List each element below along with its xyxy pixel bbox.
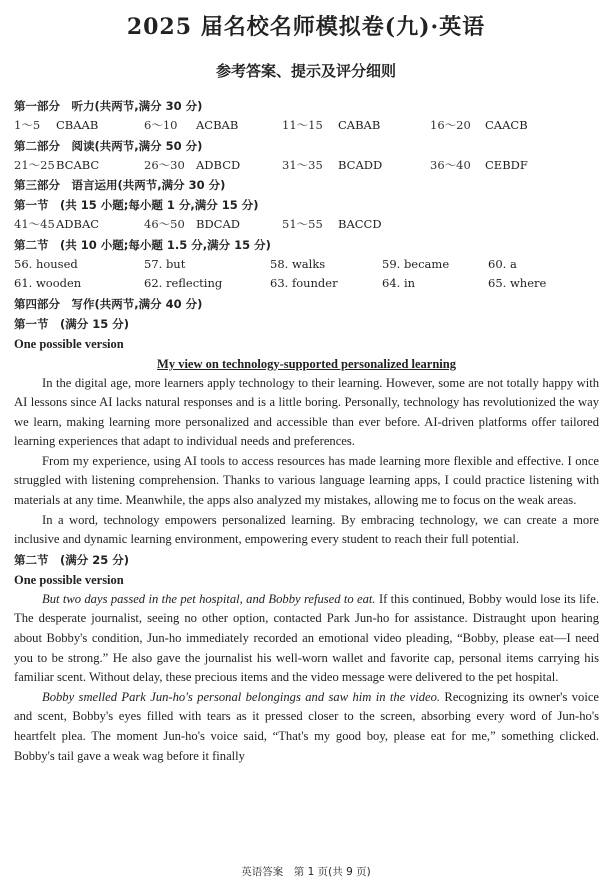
fill-blank-answer: 56. housed bbox=[14, 256, 78, 271]
fill-blank-answer: 60. a bbox=[488, 256, 517, 271]
fill-blank-answer: 57. but bbox=[144, 256, 186, 271]
answer-group: 11～15 CABAB bbox=[282, 118, 381, 132]
fill-blank-answer: 59. became bbox=[382, 256, 450, 271]
part1-answer-row bbox=[14, 116, 599, 136]
page-subtitle: 参考答案、提示及评分细则 bbox=[215, 62, 396, 80]
continuation-paragraph bbox=[14, 688, 599, 766]
part3-section2-heading: 第二节 (共 10 小题;每小题 1.5 分,满分 15 分) bbox=[14, 237, 271, 252]
continuation-paragraph bbox=[14, 590, 599, 688]
answer-group: 36～40 CEBDF bbox=[430, 157, 528, 172]
part3-answer-row bbox=[14, 215, 599, 235]
paragraph-opening: But two days passed in the pet hospital, and Bobby refused to eat. bbox=[42, 591, 376, 606]
fill-blank-answer: 62. reflecting bbox=[144, 276, 223, 290]
part3-heading: 第三部分 语言运用(共两节,满分 30 分) bbox=[14, 178, 226, 192]
fill-blank-row bbox=[14, 255, 599, 275]
fill-blank-answer: 63. founder bbox=[270, 276, 338, 290]
answer-group: 31～35 BCADD bbox=[282, 157, 383, 172]
answer-group: 1～5 CBAAB bbox=[14, 118, 99, 132]
part4-section2-heading: 第二节 (满分 25 分) bbox=[14, 552, 130, 567]
answer-group: 41～45 ADBAC bbox=[14, 217, 100, 231]
answer-group: 46～50 BDCAD bbox=[144, 217, 240, 231]
answer-group: 21～25 BCABC bbox=[14, 157, 100, 172]
part2-answer-row bbox=[14, 156, 599, 176]
page-title: 2025 届名校名师模拟卷(九)·英语 bbox=[126, 14, 486, 40]
fill-blank-answer: 61. wooden bbox=[14, 276, 82, 290]
fill-blank-answer: 65. where bbox=[488, 276, 547, 290]
essay-title: My view on technology-supported personalized learning bbox=[157, 356, 456, 371]
possible-version-label: One possible version bbox=[14, 336, 124, 351]
answer-group: 51～55 BACCD bbox=[282, 217, 382, 231]
part1-heading: 第一部分 听力(共两节,满分 30 分) bbox=[14, 99, 203, 113]
essay-paragraph: In a word, technology empowers personalized learning. By embracing technology, we can create a more inclusive and dynamic learning environment, empowering every student to reach their full potential. bbox=[14, 512, 599, 547]
paragraph-body: If this continued, Bobby would lose its life. The desperate journalist, seeing no other option, contacted Park Jun-ho for assistance. Distraught upon hearing about Bobby's condition, Jun-ho immediately recorded an emotional video pleading, “Bobby, please eat—I need you to be strong.” He also gave the journalist his well-worn wallet and favorite cap, personal items carrying his familiar scent. Without delay, these precious items and the video message were delivered to the pet hospital. bbox=[14, 591, 599, 685]
answer-group: 6～10 ACBAB bbox=[144, 118, 239, 132]
answer-group: 26～30 ADBCD bbox=[144, 157, 241, 172]
essay-paragraph: In the digital age, more learners apply technology to their learning. However, some are not totally happy with AI lessons since AI lacks natural responses and is a little boring. Personally, technology has revolutionized the way we learn, making learning more personalized and accessible than ever before. AI-driven platforms offer tailored learning experiences that adapt to individual needs and preferences. bbox=[14, 375, 599, 449]
possible-version-label: One possible version bbox=[14, 572, 124, 587]
paragraph-body: Recognizing its owner's voice and scent, Bobby's eyes filled with tears as it pressed closer to the screen, absorbing every word of Jun-ho's heartfelt plea. The moment Jun-ho's voice said, “That's my good boy, please eat for me,” something clicked. Bobby's tail gave a weak wag before it finally bbox=[14, 689, 599, 763]
paragraph-opening: Bobby smelled Park Jun-ho's personal belongings and saw him in the video. bbox=[42, 689, 441, 704]
part4-section1-heading: 第一节 (满分 15 分) bbox=[14, 316, 130, 331]
part2-heading: 第二部分 阅读(共两节,满分 50 分) bbox=[14, 138, 203, 153]
page-footer: 英语答案 第 1 页(共 9 页) bbox=[241, 866, 371, 878]
fill-blank-answer: 64. in bbox=[382, 276, 416, 290]
essay-paragraph: From my experience, using AI tools to access resources has made learning more flexible and effective. I once struggled with listening comprehension. Thanks to various language learning apps, I could practice listening with materials at any time. Meanwhile, the apps also analyzed my mistakes, allowing me to focus on the weak areas. bbox=[14, 453, 599, 508]
answer-key bbox=[14, 96, 599, 766]
fill-blank-row bbox=[14, 274, 599, 294]
answer-group: 16～20 CAACB bbox=[430, 118, 528, 132]
fill-blank-answer: 58. walks bbox=[270, 256, 326, 271]
part4-heading: 第四部分 写作(共两节,满分 40 分) bbox=[14, 296, 203, 311]
part3-section1-heading: 第一节 (共 15 小题;每小题 1 分,满分 15 分) bbox=[14, 198, 259, 212]
